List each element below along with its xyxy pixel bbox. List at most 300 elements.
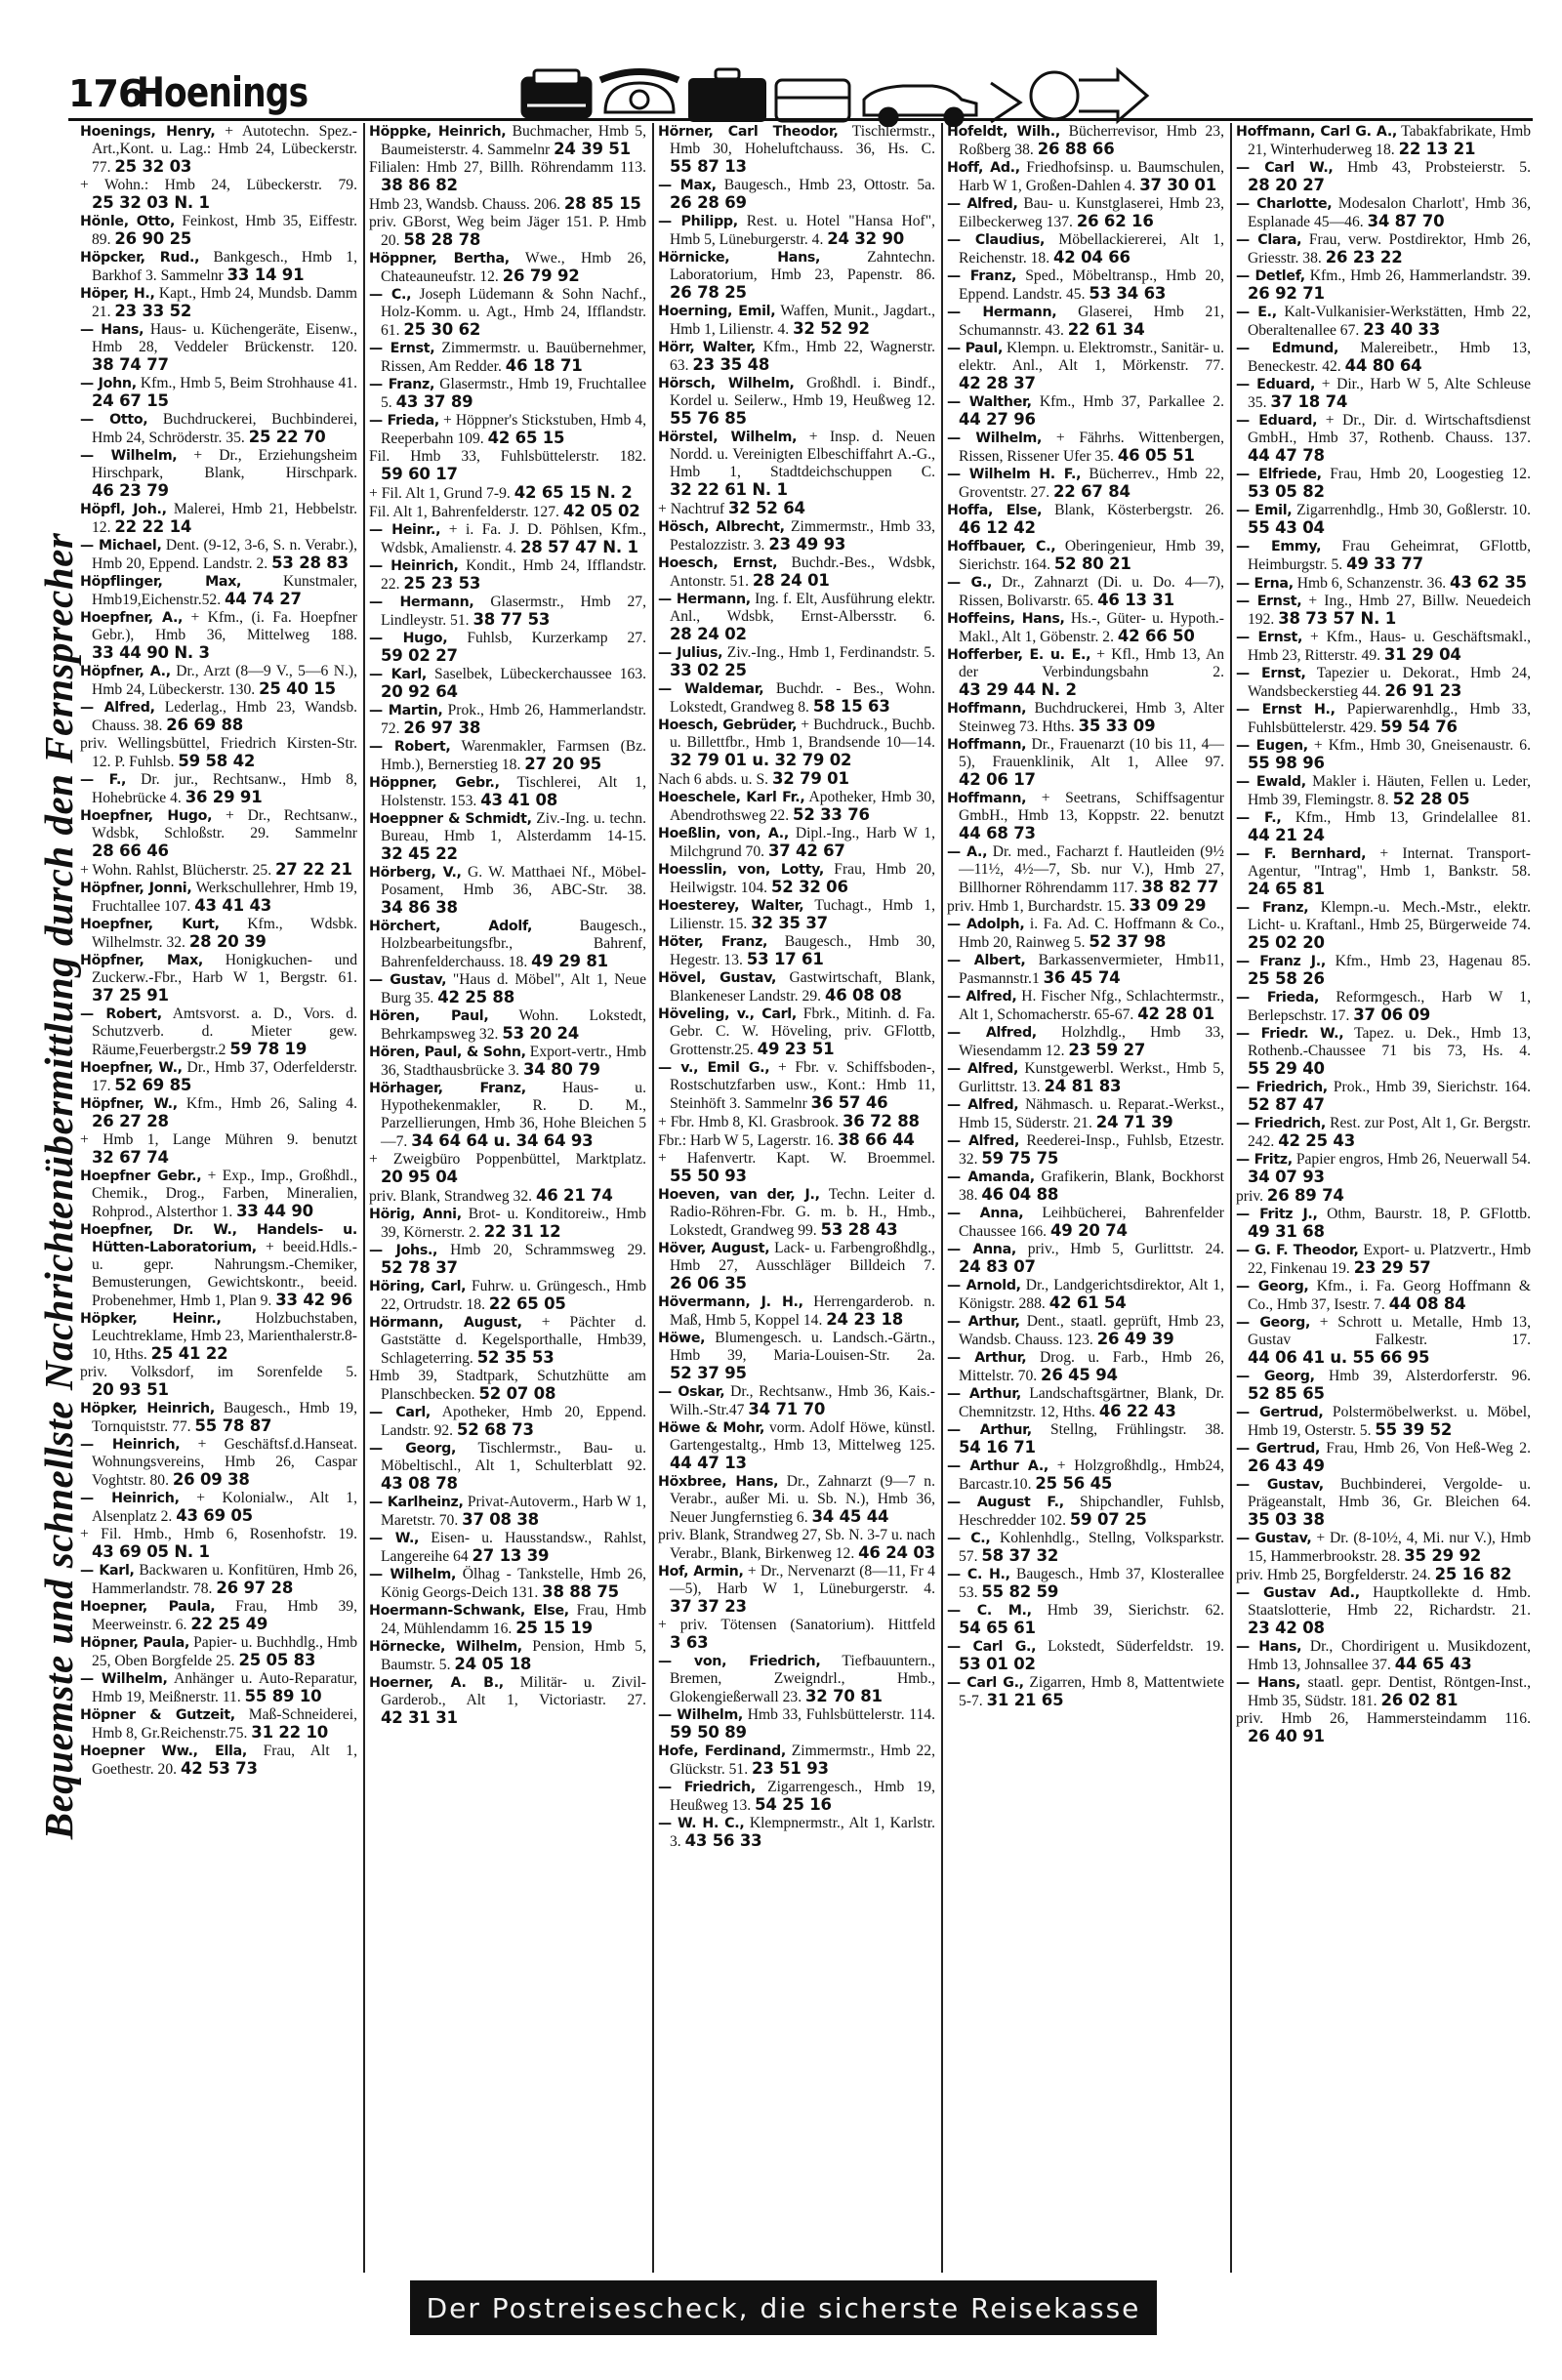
entry-name: — Albert, xyxy=(947,953,1026,968)
arrow-logo-icon xyxy=(991,70,1147,122)
entry-name: — Ewald, xyxy=(1236,774,1306,790)
entry-details: + Seetrans, Schiffsagentur GmbH., Hmb 13, Koppstr. 22. benutzt xyxy=(959,790,1224,824)
entry-phone: 42 66 50 xyxy=(1117,627,1195,645)
entry-details: Glaserei, Hmb 21, Schumannstr. 43. xyxy=(959,304,1224,339)
entry-phone: 26 49 39 xyxy=(1096,1330,1174,1348)
entry-name: — Franz J., xyxy=(1236,954,1326,969)
directory-entry xyxy=(80,952,357,1005)
entry-details: Tischlermstr., Bau- u. Möbeltischl., Alt 1, Schulterblatt 92. xyxy=(381,1440,646,1474)
entry-details: Bücherrevisor, Hmb 23, Roßberg 38. xyxy=(959,123,1224,158)
entry-details: Buchdruckerei, Buchbinderei, Hmb 24, Schröderstr. 35. xyxy=(92,411,357,446)
entry-phone: 59 75 75 xyxy=(981,1149,1059,1168)
directory-entry xyxy=(658,1563,935,1617)
directory-entry xyxy=(1236,574,1531,593)
entry-details: + Fbr. v. Schiffsboden-, Rostschutzfarben usw., Kont.: Hmb 11, Steinhöft 3. Sammelnr xyxy=(670,1059,935,1112)
entry-name: — Emmy, xyxy=(1236,539,1322,554)
entry-phone: 23 35 48 xyxy=(692,355,770,374)
entry-details: Kfm., i. Fa. Georg Hoffmann & Co., Hmb 37, Isestr. 7. xyxy=(1248,1278,1531,1313)
directory-entry xyxy=(80,1221,357,1310)
entry-phone: 34 80 79 xyxy=(522,1060,600,1079)
entry-details: Frau, Hmb 26, Von Heß-Weg 2. xyxy=(1326,1440,1531,1457)
entry-phone: 46 23 79 xyxy=(92,481,169,500)
entry-details: priv. Blank, Strandweg 27, Sb. N. 3-7 u. nach Verabr., Blank, Birkenweg 12. xyxy=(658,1527,935,1562)
directory-entry xyxy=(80,699,357,735)
column-divider xyxy=(1230,123,1232,2273)
entry-details: Lederlag., Hmb 23, Wandsb. Chauss. 38. xyxy=(92,699,357,734)
entry-name: Hoermann-Schwank, Else, xyxy=(369,1603,569,1619)
entry-phone: 28 24 02 xyxy=(670,625,747,643)
directory-entry xyxy=(658,554,935,591)
entry-phone: 33 44 90 xyxy=(236,1202,313,1220)
entry-name: — Arthur, xyxy=(947,1314,1020,1330)
entry-phone: 44 27 96 xyxy=(959,410,1036,429)
entry-name: — August F., xyxy=(947,1495,1064,1510)
entry-name: Höpner & Gutzeit, xyxy=(80,1707,235,1723)
directory-entry xyxy=(658,717,935,770)
entry-phone: 22 61 34 xyxy=(1067,320,1145,339)
entry-phone: 26 27 28 xyxy=(92,1112,169,1130)
directory-entry xyxy=(369,557,646,594)
entry-name: — Emil, xyxy=(1236,503,1293,518)
entry-details: + Dr., Erziehungsheim Hirschpark, Blank, Hirschpark. xyxy=(92,447,357,481)
directory-entry xyxy=(1236,593,1531,629)
directory-entry xyxy=(80,1526,357,1562)
directory-entry xyxy=(369,1602,646,1638)
entry-name: — Charlotte, xyxy=(1236,196,1333,212)
entry-name: — Friedr. W., xyxy=(1236,1026,1344,1042)
entry-name: Höpker, Heinr., xyxy=(80,1311,222,1327)
entry-details: Lack- u. Farbengroßhdlg., Hmb 27, Ausschläger Billdeich 7. xyxy=(670,1240,935,1274)
entry-details: Tiefbauuntern., Bremen, Zweigndrl., Hmb., Glokengießerwall 23. xyxy=(670,1653,935,1705)
entry-name: — Frieda, xyxy=(1236,990,1320,1005)
directory-entry xyxy=(369,412,646,448)
entry-details: Export-vertr., Hmb 36, Stadthausbrücke 3. xyxy=(381,1044,646,1079)
entry-phone: 37 08 38 xyxy=(462,1510,539,1529)
entry-details: + Pächter d. Gaststätte d. Kegelsporthalle, Hmb39, Schlageterring. xyxy=(381,1314,646,1367)
entry-name: Höppke, Heinrich, xyxy=(369,124,507,140)
entry-details: Frau Geheimrat, GFlottb, Heimburgstr. 5. xyxy=(1248,538,1531,573)
entry-phone: 22 22 14 xyxy=(114,517,192,536)
entry-name: Hoffmann, xyxy=(947,791,1027,806)
entry-details: Oberingenieur, Hmb 39, Sierichstr. 164. xyxy=(959,538,1224,573)
entry-phone: 37 30 01 xyxy=(1139,176,1216,194)
entry-name: — Edmund, xyxy=(1236,341,1339,356)
entry-name: — Johs., xyxy=(369,1243,438,1258)
entry-phone: 53 34 63 xyxy=(1089,284,1167,303)
entry-phone: 35 29 92 xyxy=(1404,1546,1482,1565)
entry-phone: 22 31 12 xyxy=(483,1222,561,1241)
entry-phone: 46 13 31 xyxy=(1097,591,1174,609)
entry-details: Zahntechn. Laboratorium, Hmb 23, Papenstr. 86. xyxy=(670,249,935,283)
entry-name: — Eduard, xyxy=(1236,413,1318,429)
entry-details: Zimmermstr., Hmb 22, Glückstr. 51. xyxy=(670,1743,935,1778)
entry-name: — F., xyxy=(80,772,127,788)
briefcase-icon xyxy=(776,80,849,121)
entry-details: Kfm., Hmb 26, Hammerlandstr. 39. xyxy=(1309,267,1531,284)
footer-ad-text: Der Postreisescheck, die sicherste Reisekasse xyxy=(426,2291,1141,2324)
entry-name: — Georg, xyxy=(1236,1315,1311,1331)
entry-name: — Gustav, xyxy=(1236,1531,1312,1546)
entry-details: Tapezier u. Dekorat., Hmb 24, Wandsbeckerstieg 44. xyxy=(1248,665,1531,700)
entry-phone: 25 16 82 xyxy=(1434,1565,1512,1583)
directory-entry xyxy=(369,1187,646,1206)
entry-name: — Karlheinz, xyxy=(369,1495,464,1510)
entry-details: Kfm., Hmb 22, Wagnerstr. 63. xyxy=(670,339,935,374)
directory-entry xyxy=(658,1527,935,1563)
entry-name: Hofeldt, Wilh., xyxy=(947,124,1060,140)
entry-details: Fil. Alt 1, Bahrenfelderstr. 127. xyxy=(369,504,559,520)
directory-entry xyxy=(947,1602,1224,1638)
directory-entry xyxy=(658,375,935,429)
column-2 xyxy=(369,123,646,2273)
entry-name: Hoepfner, Kurt, xyxy=(80,917,220,932)
entry-phone: 26 97 28 xyxy=(216,1579,294,1597)
entry-details: Ziv.-Ing., Hmb 1, Ferdinandstr. 5. xyxy=(726,644,935,661)
entry-phone: 52 35 53 xyxy=(476,1348,555,1367)
entry-details: Baugesch., Hmb 37, Klosterallee 53. xyxy=(959,1566,1224,1601)
entry-phone: 32 45 22 xyxy=(381,844,458,863)
entry-name: — Michael, xyxy=(80,538,162,554)
entry-name: Hoeßlin, von, A., xyxy=(658,826,789,841)
directory-entry xyxy=(1236,267,1531,304)
entry-details: Dr., Hmb 37, Oderfelderstr. 17. xyxy=(92,1059,357,1094)
directory-entry xyxy=(658,1779,935,1815)
entry-phone: 31 22 10 xyxy=(251,1723,329,1742)
entry-details: Zigarren, Hmb 8, Mattentwiete 5-7. xyxy=(959,1674,1224,1709)
entry-details: + Insp. d. Neuen Nordd. u. Vereinigten Elbeschiffahrt A.-G., Hmb 1, Stadtdeichschuppen C. xyxy=(670,429,935,480)
entry-phone: 55 98 96 xyxy=(1248,754,1325,772)
entry-details: + Kfm., Hmb 30, Gneisenaustr. 6. xyxy=(1313,737,1531,754)
entry-name: — Wilhelm H. F., xyxy=(947,467,1082,482)
entry-phone: 28 85 15 xyxy=(563,194,641,213)
directory-entry xyxy=(1236,1674,1531,1710)
directory-entry xyxy=(1236,845,1531,899)
entry-details: + Wohn. Rahlst, Blücherstr. 25. xyxy=(80,862,272,879)
entry-name: Hoepner Ww., Ella, xyxy=(80,1744,247,1759)
entry-name: — Alfred, xyxy=(80,700,155,716)
directory-entry xyxy=(80,609,357,663)
directory-entry xyxy=(1236,1206,1531,1242)
entry-details: Apotheker, Hmb 30, Abendrothsweg 22. xyxy=(670,789,935,824)
entry-phone: 43 62 35 xyxy=(1450,573,1527,592)
directory-entry xyxy=(947,916,1224,952)
entry-phone: 43 08 78 xyxy=(381,1474,458,1493)
directory-entry xyxy=(947,1638,1224,1674)
entry-details: + Fbr. Hmb 8, Kl. Grasbrook. xyxy=(658,1114,840,1130)
entry-phone: 26 28 69 xyxy=(670,193,747,212)
directory-entry xyxy=(369,195,646,214)
entry-phone: 32 22 61 N. 1 xyxy=(670,480,788,499)
entry-name: — C., xyxy=(947,1531,991,1546)
entry-name: — Heinr., xyxy=(369,522,441,538)
entry-phone: 23 40 33 xyxy=(1363,320,1440,339)
entry-phone: 42 61 54 xyxy=(1048,1293,1127,1312)
directory-entry xyxy=(80,213,357,249)
entry-phone: 46 21 74 xyxy=(535,1186,613,1205)
entry-name: — Max, xyxy=(658,178,717,193)
entry-details: Dr. jur., Rechtsanw., Hmb 8, Hohebrücke 4. xyxy=(92,771,357,806)
entry-name: Höwe, xyxy=(658,1331,706,1346)
entry-details: Makler i. Häuten, Fellen u. Leder, Hmb 39, Flemingstr. 8. xyxy=(1248,773,1531,808)
directory-entry xyxy=(369,810,646,864)
entry-name: — Heinrich, xyxy=(80,1437,181,1453)
entry-details: Werkschullehrer, Hmb 19, Fruchtallee 107. xyxy=(92,880,357,915)
directory-entry xyxy=(1236,466,1531,502)
directory-entry xyxy=(369,1440,646,1494)
entry-phone: 23 59 27 xyxy=(1068,1041,1146,1059)
directory-entry xyxy=(80,1131,357,1168)
entry-phone: 54 16 71 xyxy=(959,1438,1036,1457)
directory-entry xyxy=(658,339,935,375)
directory-entry xyxy=(658,1419,935,1473)
directory-entry xyxy=(369,503,646,521)
entry-details: Holzhdlg., Hmb 33, Wiesendamm 12. xyxy=(959,1024,1224,1059)
entry-name: Hörmann, August, xyxy=(369,1315,522,1331)
entry-phone: 55 50 93 xyxy=(670,1167,747,1185)
directory-entry xyxy=(1236,1710,1531,1746)
directory-entry xyxy=(369,340,646,376)
entry-details: Dr., Frauenarzt (10 bis 11, 4—5), Frauenklinik, Alt 1, Allee 97. xyxy=(959,736,1224,770)
entry-phone: 53 20 24 xyxy=(502,1024,580,1043)
entry-details: + Schrott u. Metalle, Hmb 13, Gustav Falkestr. 17. xyxy=(1248,1314,1531,1348)
entry-name: Hörchert, Adolf, xyxy=(369,919,533,934)
entry-details: Dr., Rechtsanw., Hmb 36, Kais.-Wilh.-Str.47 xyxy=(670,1383,935,1418)
entry-name: — Robert, xyxy=(369,739,451,755)
entry-name: — Alfred, xyxy=(947,1097,1019,1113)
entry-phone: 52 69 85 xyxy=(114,1076,192,1094)
entry-details: H. Fischer Nfg., Schlachtermstr., Alt 1, Schomacherstr. 65-67. xyxy=(959,988,1224,1023)
entry-name: Hörhager, Franz, xyxy=(369,1081,526,1096)
entry-details: + Ing., Hmb 27, Billw. Neuedeich 192. xyxy=(1248,593,1531,628)
entry-phone: 25 58 26 xyxy=(1248,969,1325,988)
directory-entry xyxy=(1236,1368,1531,1404)
directory-entry xyxy=(947,538,1224,574)
directory-entry xyxy=(80,1634,357,1670)
entry-details: Ziv.-Ing. u. techn. Bureau, Hmb 1, Alsterdamm 14-15. xyxy=(381,810,646,844)
directory-entry xyxy=(947,340,1224,393)
entry-phone: 26 92 71 xyxy=(1248,284,1325,303)
entry-phone: 25 02 20 xyxy=(1248,933,1325,952)
entry-phone: 38 82 77 xyxy=(1141,878,1219,896)
entry-phone: 32 79 01 u. 32 79 02 xyxy=(670,751,852,769)
entry-details: Brot- u. Konditoreiw., Hmb 39, Körnerstr. 2. xyxy=(381,1206,646,1241)
suitcase-icon xyxy=(688,69,766,122)
directory-entry xyxy=(1236,159,1531,195)
entry-details: Waffen, Munit., Jagdart., Hmb 1, Lilienstr. 4. xyxy=(670,303,935,338)
directory-entry xyxy=(658,500,935,518)
entry-name: — Alfred, xyxy=(947,1061,1019,1077)
entry-details: + Autotechn. Spez.-Art.,Kont. u. Lag.: Hmb 24, Lübeckerstr. 77. xyxy=(92,123,357,176)
entry-name: — Otto, xyxy=(80,412,148,428)
entry-details: Grafikerin, Blank, Bockhorst 38. xyxy=(959,1169,1224,1204)
directory-entry xyxy=(658,1473,935,1527)
entry-name: — Paul, xyxy=(947,341,1004,356)
entry-phone: 38 74 77 xyxy=(92,355,169,374)
entry-phone: 55 87 13 xyxy=(670,157,747,176)
directory-entry xyxy=(1236,665,1531,701)
entry-details: Blank, Kösterbergstr. 26. xyxy=(1054,502,1224,518)
entry-name: — Arnold, xyxy=(947,1278,1021,1293)
entry-details: Landschaftsgärtner, Blank, Dr. Chemnitzstr. 12, Hths. xyxy=(959,1385,1224,1420)
entry-phone: 59 60 17 xyxy=(381,465,458,483)
directory-entry xyxy=(658,1186,935,1240)
directory-entry xyxy=(947,1385,1224,1421)
entry-name: — v., Emil G., xyxy=(658,1060,770,1076)
entry-phone: 25 23 53 xyxy=(403,574,481,593)
entry-details: Papier engros, Hmb 26, Neuerwall 54. xyxy=(1295,1151,1531,1168)
directory-entry xyxy=(80,375,357,411)
entry-name: Höpfner, Max, xyxy=(80,953,204,968)
entry-name: — Ernst, xyxy=(1236,666,1306,681)
directory-entry xyxy=(947,1566,1224,1602)
entry-name: Hoeppner & Schmidt, xyxy=(369,811,532,827)
directory-entry xyxy=(1236,1566,1531,1584)
entry-phone: 43 41 43 xyxy=(194,896,272,915)
entry-phone: 42 65 15 N. 2 xyxy=(514,483,633,502)
entry-name: — C. H., xyxy=(947,1567,1010,1582)
entry-phone: 55 39 52 xyxy=(1375,1420,1453,1439)
entry-phone: 25 56 45 xyxy=(1035,1474,1113,1493)
directory-entry xyxy=(369,971,646,1007)
entry-details: Kfm., Wdsbk. Wilhelmstr. 32. xyxy=(92,916,357,951)
entry-details: Tischlerei, Alt 1, Holstenstr. 153. xyxy=(381,774,646,809)
directory-entry xyxy=(1236,1278,1531,1314)
entry-details: Nach 6 abds. u. S. xyxy=(658,771,769,788)
entry-details: Klempn.-u. Mech.-Mstr., elektr. Licht- u. Kraftanl., Hmb 25, Bürgerweide 74. xyxy=(1248,899,1531,933)
directory-entry xyxy=(658,1150,935,1186)
directory-entry xyxy=(369,738,646,774)
entry-name: Höwe & Mohr, xyxy=(658,1420,765,1436)
entry-details: Maß-Schneiderei, Hmb 8, Gr.Reichenstr.75. xyxy=(92,1706,357,1742)
entry-details: Hmb 6, Schanzenstr. 36. xyxy=(1296,575,1447,592)
directory-entry xyxy=(947,1530,1224,1566)
entry-details: Prok., Hmb 39, Sierichstr. 164. xyxy=(1333,1079,1531,1095)
entry-details: Frau, Hmb 20, Heilwigstr. 104. xyxy=(670,861,935,896)
entry-details: Holzbuchstaben, Leuchtreklame, Hmb 23, Marienthalerstr.8-10, Hths. xyxy=(92,1310,357,1363)
entry-details: Kunstgewerbl. Werkst., Hmb 5, Gurlittstr. 13. xyxy=(959,1060,1224,1095)
entry-name: — Arthur, xyxy=(947,1350,1027,1366)
entry-details: Frau, Alt 1, Goethestr. 20. xyxy=(92,1743,357,1778)
directory-entry xyxy=(1236,809,1531,845)
entry-details: Kfm., Hmb 37, Parkallee 2. xyxy=(1039,393,1224,410)
entry-phone: 58 15 63 xyxy=(812,697,890,716)
entry-name: — Franz, xyxy=(947,268,1017,284)
entry-details: Bankgesch., Hmb 1, Barkhof 3. Sammelnr xyxy=(92,249,357,284)
entry-name: Hoffmann, Carl G. A., xyxy=(1236,124,1397,140)
entry-name: — Wilhelm, xyxy=(369,1567,457,1582)
entry-phone: 58 37 32 xyxy=(981,1546,1059,1565)
entry-phone: 38 86 82 xyxy=(381,176,458,194)
entry-name: — Franz, xyxy=(1236,900,1309,916)
entry-name: Hoepfner, A., xyxy=(80,610,184,626)
directory-entry xyxy=(80,573,357,609)
entry-phone: 49 33 77 xyxy=(1346,554,1423,573)
directory-entry xyxy=(947,610,1224,646)
entry-name: — Carl G., xyxy=(947,1675,1024,1691)
entry-phone: 23 33 52 xyxy=(114,302,192,320)
directory-entry xyxy=(80,447,357,501)
entry-name: — Alfred, xyxy=(947,989,1017,1005)
entry-phone: 46 08 08 xyxy=(824,986,902,1005)
directory-entry xyxy=(1236,899,1531,953)
entry-phone: 28 57 47 N. 1 xyxy=(519,538,638,556)
entry-name: Hoffa, Else, xyxy=(947,503,1043,518)
directory-entry xyxy=(1236,1079,1531,1115)
entry-phone: 26 79 92 xyxy=(502,267,580,285)
entry-details: Zigarrenhdlg., Hmb 30, Goßlerstr. 10. xyxy=(1296,502,1531,518)
entry-name: — Hermann, xyxy=(658,592,751,607)
entry-phone: 52 68 73 xyxy=(456,1420,534,1439)
entry-name: Hörr, Walter, xyxy=(658,340,756,355)
directory-entry xyxy=(369,1151,646,1187)
entry-name: — G., xyxy=(947,575,993,591)
entry-name: — Carl G., xyxy=(947,1639,1037,1655)
entry-phone: 26 91 23 xyxy=(1384,681,1462,700)
directory-entry xyxy=(1236,1584,1531,1638)
entry-details: Frau, Hmb 20, Loogestieg 12. xyxy=(1330,466,1531,482)
directory-entry xyxy=(369,666,646,702)
directory-entry xyxy=(369,159,646,195)
entry-phone: 24 23 18 xyxy=(826,1310,904,1329)
entry-phone: 33 14 91 xyxy=(226,266,305,284)
entry-details: Klempn. u. Elektromstr., Sanitär- u. elektr. Anl., Alt 1, Mörkenstr. 77. xyxy=(959,340,1224,374)
entry-phone: 37 18 74 xyxy=(1270,392,1348,411)
directory-entry xyxy=(1236,1440,1531,1476)
directory-entry xyxy=(658,1815,935,1851)
entry-name: Hoffeins, Hans, xyxy=(947,611,1065,627)
entry-name: — G. F. Theodor, xyxy=(1236,1243,1359,1258)
entry-details: Dent., staatl. geprüft, Hmb 23, Wandsb. Chauss. 123. xyxy=(959,1313,1224,1348)
entry-name: — Georg, xyxy=(1236,1279,1309,1294)
entry-details: Kondit., Hmb 24, Ifflandstr. 22. xyxy=(381,557,646,593)
entry-phone: 44 21 24 xyxy=(1248,826,1325,844)
header-rule xyxy=(68,118,1533,121)
directory-entry xyxy=(1236,1404,1531,1440)
entry-phone: 42 31 31 xyxy=(381,1708,458,1727)
entry-details: Kfm., Hmb 26, Saling 4. xyxy=(185,1095,357,1112)
directory-entry xyxy=(80,807,357,861)
directory-entry xyxy=(1236,737,1531,773)
entry-phone: 31 29 04 xyxy=(1383,645,1461,664)
entry-phone: 52 78 37 xyxy=(381,1258,458,1277)
entry-name: — Gustav, xyxy=(369,972,447,988)
entry-name: — Friedrich, xyxy=(658,1780,756,1795)
entry-phone: 26 09 38 xyxy=(172,1470,250,1489)
entry-details: + Kolonialw., Alt 1, Alsenplatz 2. xyxy=(92,1490,357,1525)
entry-name: — Ernst, xyxy=(1236,594,1302,609)
entry-name: Höpfner, Jonni, xyxy=(80,881,192,896)
entry-phone: 53 01 02 xyxy=(959,1655,1036,1673)
entry-phone: 53 05 82 xyxy=(1248,482,1325,501)
entry-phone: 43 56 33 xyxy=(684,1831,762,1850)
entry-name: — Georg, xyxy=(1236,1369,1315,1384)
directory-entry xyxy=(80,771,357,807)
entry-name: — Georg, xyxy=(369,1441,457,1457)
entry-phone: 37 37 23 xyxy=(670,1597,747,1616)
entry-phone: 31 21 65 xyxy=(986,1691,1064,1709)
entry-phone: 34 86 38 xyxy=(381,898,458,917)
entry-name: Hövel, Gustav, xyxy=(658,970,777,986)
entry-details: Ing. f. Elt, Ausführung elektr. Anl., Wdsbk, Ernst-Albersstr. 6. xyxy=(670,591,935,625)
entry-phone: 26 40 91 xyxy=(1248,1727,1325,1745)
entry-details: Dr., Zahnarzt (Di. u. Do. 4—7), Rissen, Bolivarstr. 65. xyxy=(959,574,1224,609)
entry-name: — Wilhelm, xyxy=(947,431,1043,446)
entry-details: Hmb 43, Probsteierstr. 5. xyxy=(1347,159,1531,176)
entry-details: Dr., Arzt (8—9 V., 5—6 N.), Hmb 24, Lübeckerstr. 130. xyxy=(92,663,357,698)
entry-phone: 55 43 04 xyxy=(1248,518,1325,537)
directory-entry xyxy=(947,790,1224,843)
directory-entry xyxy=(658,1005,935,1059)
